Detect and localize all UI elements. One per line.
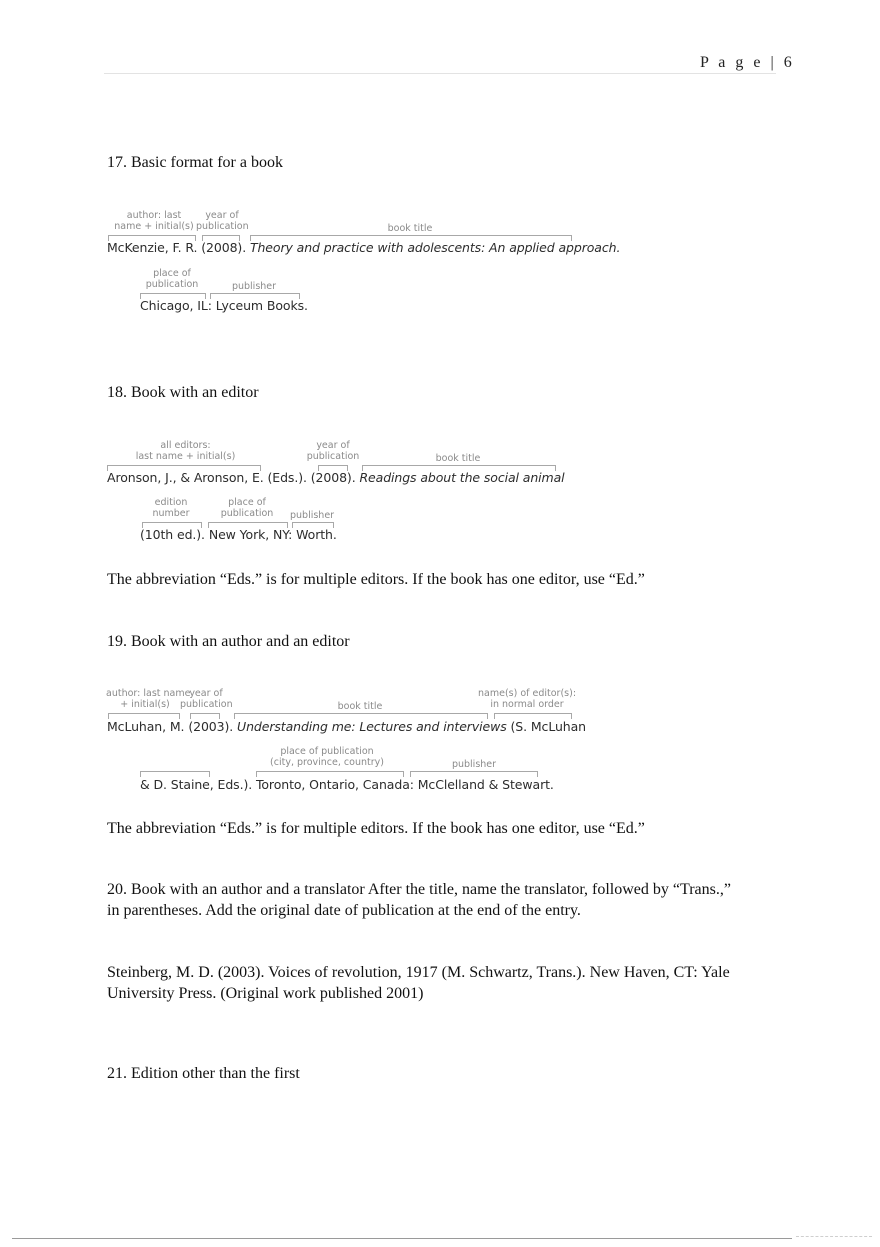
citation-line xyxy=(107,240,620,255)
section-21-heading: 21. Edition other than the first xyxy=(107,1065,300,1082)
citation-publisher: Worth. xyxy=(296,527,337,542)
citation-line-2 xyxy=(140,298,308,313)
citation-place: Toronto, Ontario, Canada: xyxy=(255,777,414,792)
citation-publisher: McClelland & Stewart. xyxy=(417,777,554,792)
bracket-publisher xyxy=(210,293,300,299)
citation-editors-start: (S. McLuhan xyxy=(510,719,587,734)
bracket-title xyxy=(234,713,488,719)
annotation-publisher: publisher xyxy=(290,510,335,521)
bracket-edition xyxy=(142,522,202,528)
annotation-title: book title xyxy=(337,701,383,712)
bracket-year xyxy=(318,465,348,471)
citation-title: Theory and practice with adolescents: An applied approach. xyxy=(249,240,621,255)
annotation-place: place of publication xyxy=(220,497,274,519)
bracket-title xyxy=(362,465,556,471)
citation-author: McLuhan, M. xyxy=(107,719,185,734)
section-20-heading: 20. Book with an author and a translator After the title, name the translator, followed by “Trans.,” in parentheses. Add the original date of publication at the end of the entry. xyxy=(107,881,731,919)
citation-edition: (10th ed.). xyxy=(140,527,205,542)
citation-editors: Aronson, J., & Aronson, E. (Eds.). xyxy=(107,470,307,485)
bracket-place xyxy=(208,522,288,528)
citation-year: (2003). xyxy=(188,719,234,734)
annotation-publisher: publisher xyxy=(231,281,277,292)
bracket-publisher xyxy=(292,522,334,528)
citation-line-2 xyxy=(140,527,337,542)
footer-divider xyxy=(12,1238,792,1239)
annotation-author: author: last name + initial(s) xyxy=(106,688,191,710)
annotation-publisher: publisher xyxy=(451,759,497,770)
annotation-edition: edition number xyxy=(152,497,190,519)
citation-line-2 xyxy=(140,777,554,792)
page-number: P a g e | 6 xyxy=(700,54,795,71)
citation-editors-end: & D. Staine, Eds.). xyxy=(140,777,253,792)
bracket-place xyxy=(140,293,206,299)
bracket-author xyxy=(108,235,196,241)
section-18-heading: 18. Book with an editor xyxy=(107,384,259,401)
annotation-year: year of publication xyxy=(306,440,360,462)
section-19-note: The abbreviation “Eds.” is for multiple editors. If the book has one editor, use “Ed.” xyxy=(107,820,645,837)
bracket-place xyxy=(256,771,404,777)
annotation-title: book title xyxy=(435,453,481,464)
citation-line xyxy=(107,719,586,734)
citation-publisher: Lyceum Books. xyxy=(215,298,308,313)
bracket-editors-end xyxy=(140,771,210,777)
section-17-heading: 17. Basic format for a book xyxy=(107,154,283,171)
citation-place: New York, NY: xyxy=(208,527,293,542)
section-19-heading: 19. Book with an author and an editor xyxy=(107,633,350,650)
header-divider xyxy=(104,73,776,74)
citation-line xyxy=(107,470,565,485)
bracket-year xyxy=(190,713,220,719)
annotation-place: place of publication (city, province, country) xyxy=(270,746,384,768)
citation-title: Readings about the social animal xyxy=(359,470,565,485)
bracket-author xyxy=(108,713,180,719)
citation-author: McKenzie, F. R. xyxy=(107,240,198,255)
bracket-editors xyxy=(494,713,572,719)
annotation-author: author: last name + initial(s) xyxy=(114,210,194,232)
annotation-editors: all editors: last name + initial(s) xyxy=(135,440,236,462)
bracket-publisher xyxy=(410,771,538,777)
bracket-editors xyxy=(107,465,261,471)
annotation-year: year of publication xyxy=(196,210,249,232)
citation-title: Understanding me: Lectures and interviews xyxy=(237,719,507,734)
citation-place: Chicago, IL: xyxy=(140,298,212,313)
annotation-place: place of publication xyxy=(145,268,199,290)
section-20-example: Steinberg, M. D. (2003). Voices of revolution, 1917 (M. Schwartz, Trans.). New Haven, CT: Yale University Press. (Original work published 2001) xyxy=(107,964,730,1002)
annotation-editors: name(s) of editor(s): in normal order xyxy=(478,688,577,710)
footer-dotted-rule xyxy=(796,1236,872,1237)
citation-year: (2008). xyxy=(201,240,247,255)
bracket-year xyxy=(202,235,240,241)
citation-year: (2008). xyxy=(310,470,356,485)
annotation-year: year of publication xyxy=(180,688,233,710)
annotation-title: book title xyxy=(387,223,433,234)
section-18-note: The abbreviation “Eds.” is for multiple editors. If the book has one editor, use “Ed.” xyxy=(107,571,645,588)
bracket-title xyxy=(250,235,572,241)
